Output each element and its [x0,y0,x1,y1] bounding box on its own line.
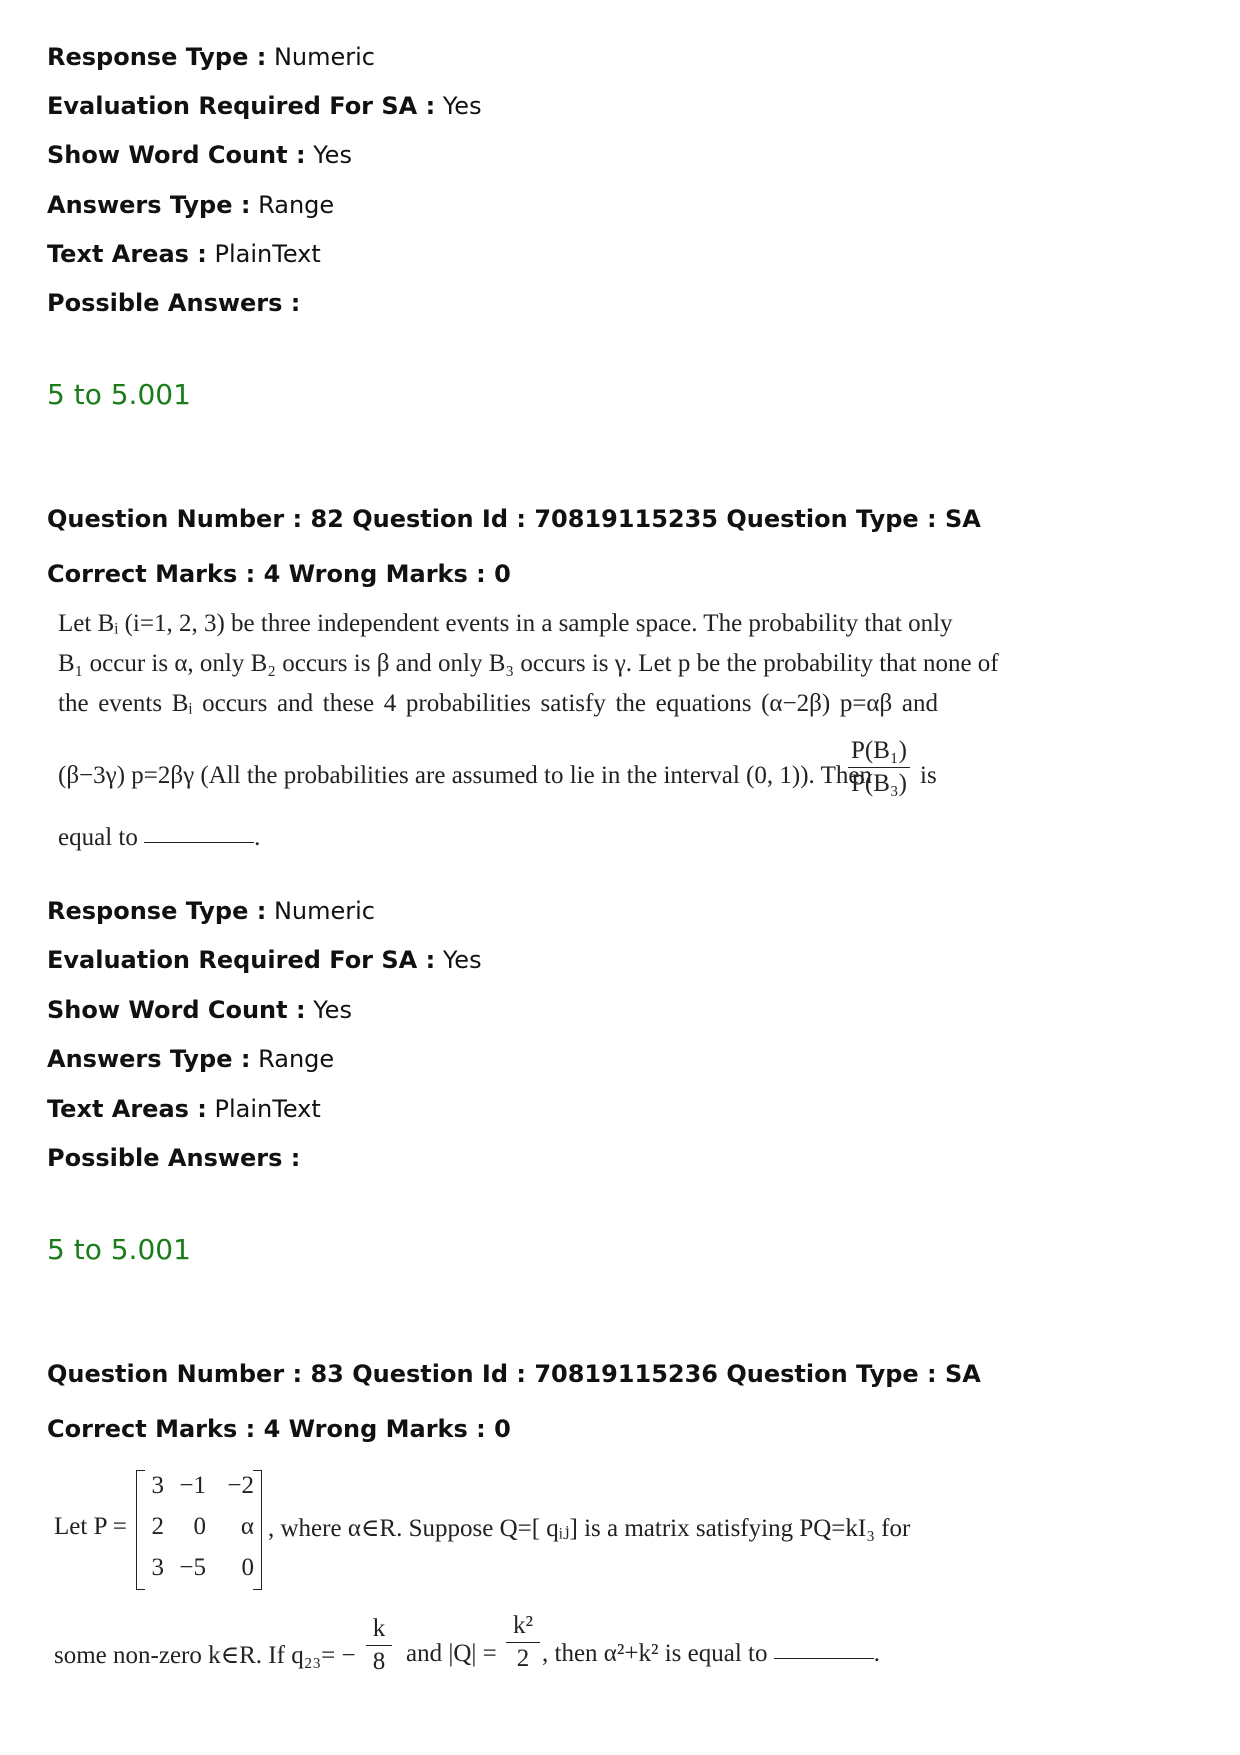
matrix-cell: 3 [151,1472,164,1499]
q82-possible-answers-value: 5 to 5.001 [47,1233,191,1266]
evaluation-required-row [47,91,482,121]
question-83-marks: Correct Marks : 4 Wrong Marks : 0 [47,1415,511,1443]
question-82-line-1: Let Bᵢ (i=1, 2, 3) be three independent events in a sample space. The probability that only [58,610,953,637]
matrix-cell: 0 [241,1554,254,1581]
equal-to-text: equal to [58,824,138,851]
matrix-cell: α [240,1513,254,1540]
response-type-row [47,42,375,72]
q82-response-type-row [47,896,375,926]
show-word-count-value: Yes [313,141,352,169]
q82-answers-type-label: Answers Type : [47,1045,251,1073]
fraction-denominator: P(B₃) [851,770,907,797]
matrix-p [136,1470,262,1588]
q82-response-type-label: Response Type : [47,897,267,925]
response-type-label: Response Type : [47,43,267,71]
fraction-numerator: P(B₁) [851,737,907,764]
question-83-text [54,1460,934,1690]
q82-evaluation-required-label: Evaluation Required For SA : [47,946,436,974]
question-83-header: Question Number : 83 Question Id : 70819115236 Question Type : SA [47,1360,981,1388]
q82-answers-type-row [47,1044,334,1074]
q82-evaluation-required-value: Yes [442,946,482,974]
possible-answers-label: Possible Answers : [47,289,301,317]
question-82-line-4: (β−3γ) p=2βγ (All the probabilities are assumed to lie in the interval (0, 1)). Then [58,762,872,789]
q82-response-type-value: Numeric [273,897,375,925]
q82-answers-type-value: Range [258,1045,335,1073]
text-areas-value: PlainText [214,240,321,268]
text-areas-row [47,239,321,269]
question-82-line-3: the events Bᵢ occurs and these 4 probabilities satisfy the equations (α−2β) p=αβ and [58,690,938,717]
show-word-count-label: Show Word Count : [47,141,306,169]
matrix-cell: 0 [193,1513,206,1540]
evaluation-required-label: Evaluation Required For SA : [47,92,436,120]
question-82-line-4-end: is [920,762,937,789]
show-word-count-row [47,140,352,170]
q82-show-word-count-label: Show Word Count : [47,996,306,1024]
question-83-line-2b: and |Q| = [406,1640,497,1667]
k-over-8-fraction [366,1615,392,1676]
matrix-cell: 3 [151,1554,164,1581]
matrix-right-bracket [253,1470,262,1590]
fraction-denominator: 8 [372,1648,386,1675]
q82-text-areas-row [47,1094,321,1124]
q82-possible-answers-label: Possible Answers : [47,1144,301,1172]
text-areas-label: Text Areas : [47,240,207,268]
q82-evaluation-required-row [47,945,482,975]
answer-blank [144,842,254,843]
possible-answers-row [47,288,300,318]
matrix-cell: −2 [227,1472,254,1499]
question-82-text [58,610,999,860]
then-equal-to-text: , then α²+k² is equal to [542,1640,768,1667]
let-p-text: Let P = [54,1513,127,1540]
q82-possible-answers-row [47,1143,300,1173]
matrix-cell: −1 [179,1472,206,1499]
question-82-header: Question Number : 82 Question Id : 70819115235 Question Type : SA [47,505,981,533]
q82-text-areas-label: Text Areas : [47,1095,207,1123]
evaluation-required-value: Yes [442,92,482,120]
fraction-numerator: k [372,1615,386,1642]
matrix-cell: −5 [179,1554,206,1581]
question-82-line-5: equal to . [58,824,261,851]
answer-blank [774,1658,874,1659]
answers-type-value: Range [258,191,335,219]
q82-show-word-count-row [47,995,352,1025]
probability-ratio-fraction [848,737,910,798]
fraction-numerator: k² [513,1612,533,1639]
question-82-line-2: B₁ occur is α, only B₂ occurs is β and only B₃ occurs is γ. Let p be the probability that none of [58,650,999,677]
matrix-cell: 2 [151,1513,164,1540]
answers-type-label: Answers Type : [47,191,251,219]
question-83-line-2a: some non-zero k∈R. If q₂₃= − [54,1642,356,1669]
k-squared-over-2-fraction [506,1612,540,1673]
response-type-value: Numeric [273,43,375,71]
possible-answers-value: 5 to 5.001 [47,378,191,411]
q82-text-areas-value: PlainText [214,1095,321,1123]
fraction-bar [506,1642,540,1643]
question-83-line-2c: , then α²+k² is equal to . [542,1640,880,1667]
question-83-line-1-rest: , where α∈R. Suppose Q=[ qᵢⱼ] is a matrix satisfying PQ=kI₃ for [268,1515,911,1542]
q82-show-word-count-value: Yes [313,996,352,1024]
fraction-denominator: 2 [516,1645,530,1672]
fraction-bar [848,767,910,768]
fraction-bar [366,1645,392,1646]
answers-type-row [47,190,334,220]
question-82-marks: Correct Marks : 4 Wrong Marks : 0 [47,560,511,588]
